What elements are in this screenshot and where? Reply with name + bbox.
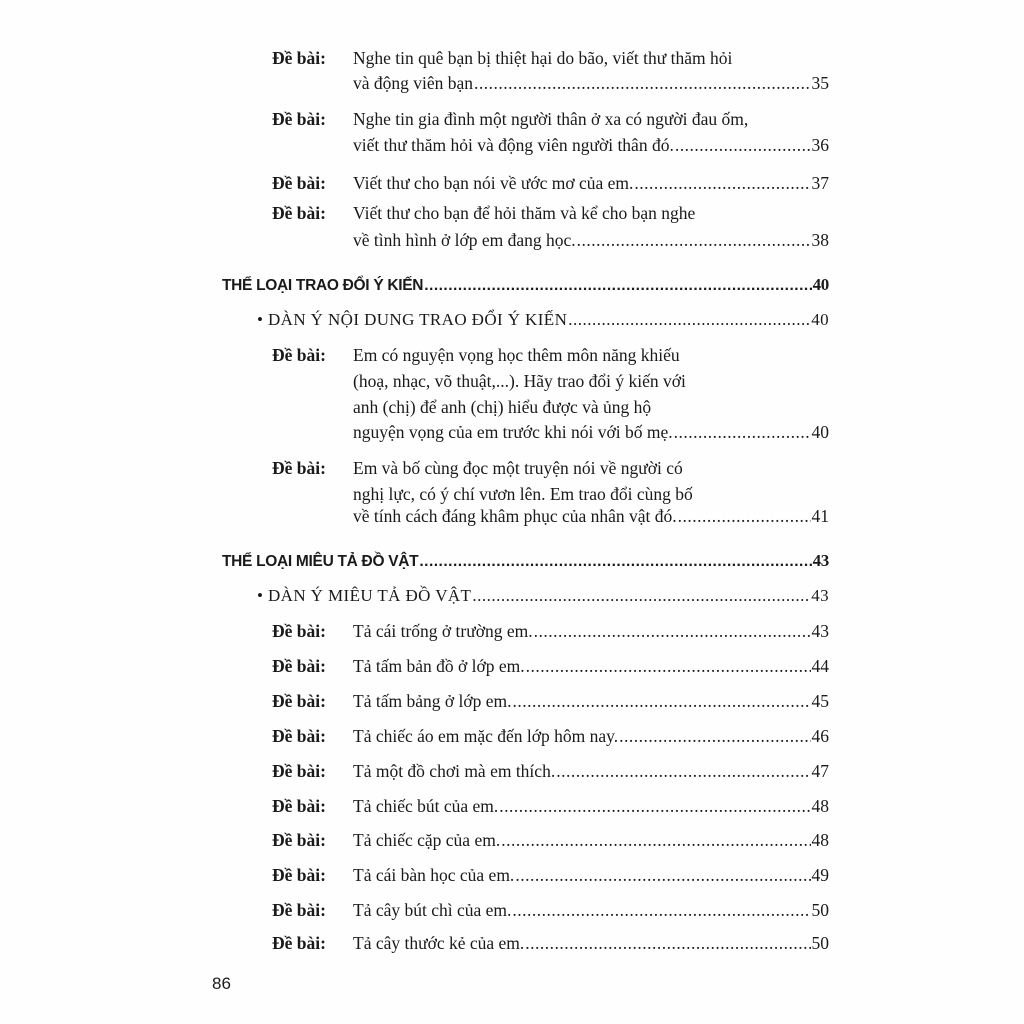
toc-line-text: nguyện vọng của em trước khi nói với bố mẹ.: [353, 422, 673, 442]
toc-line-text: anh (chị) để anh (chị) hiểu được và ủng hộ: [353, 397, 652, 417]
toc-line: [353, 71, 829, 95]
dot-leader: [556, 759, 810, 783]
toc-page-ref: 36: [811, 135, 829, 155]
dot-leader: [534, 619, 811, 643]
dot-leader: [525, 931, 810, 955]
toc-line: [353, 420, 829, 444]
toc-line: [222, 273, 829, 297]
dot-leader: [675, 133, 811, 157]
toc-page-ref: 50: [811, 900, 829, 920]
toc-line: [353, 343, 680, 367]
toc-line: [353, 828, 829, 852]
toc-line-text: nghị lực, có ý chí vươn lên. Em trao đổi cùng bố: [353, 484, 693, 504]
toc-line-text: Tả cái bàn học của em.: [353, 865, 515, 885]
de-bai-label: Đề bài:: [272, 203, 326, 223]
toc-page-ref: 47: [811, 761, 829, 781]
toc-line: [353, 931, 829, 955]
de-bai-label: Đề bài:: [272, 109, 326, 129]
toc-line-text: và động viên bạn: [353, 73, 474, 93]
dot-leader: [568, 308, 810, 332]
dot-leader: [419, 550, 811, 574]
toc-line: [353, 395, 651, 419]
dot-leader: [674, 420, 811, 444]
toc-page-ref: 43: [812, 551, 829, 570]
toc-page-ref: 50: [811, 933, 829, 953]
toc-line-text: về tính cách đáng khâm phục của nhân vật đó.: [353, 506, 677, 526]
toc-line-text: Tả chiếc áo em mặc đến lớp hôm nay.: [353, 726, 619, 746]
de-bai-label: Đề bài:: [272, 726, 326, 746]
dot-leader: [526, 654, 811, 678]
toc-page-ref: 43: [811, 586, 829, 605]
toc-page-ref: 46: [811, 726, 829, 746]
de-bai-label: Đề bài:: [272, 458, 326, 478]
toc-line-text: Nghe tin gia đình một người thân ở xa có người đau ốm,: [353, 109, 749, 129]
dot-leader: [515, 863, 810, 887]
dot-leader: [499, 794, 810, 818]
toc-line: [353, 504, 829, 528]
de-bai-label: Đề bài:: [272, 173, 326, 193]
toc-page-ref: 40: [811, 310, 829, 329]
toc-line: [353, 724, 829, 748]
de-bai-label: Đề bài:: [272, 796, 326, 816]
toc-page-ref: 43: [811, 621, 829, 641]
dot-leader: [512, 898, 810, 922]
toc-line-text: Tả chiếc cặp của em.: [353, 830, 501, 850]
toc-line: [353, 654, 829, 678]
toc-page-ref: 40: [812, 275, 829, 294]
toc-line-text: viết thư thăm hỏi và động viên người thân đó.: [353, 135, 674, 155]
toc-page-ref: 35: [811, 73, 829, 93]
de-bai-label: Đề bài:: [272, 830, 326, 850]
toc-line-text: Em có nguyện vọng học thêm môn năng khiếu: [353, 345, 680, 365]
toc-line: [257, 308, 829, 332]
toc-page-ref: 45: [811, 691, 829, 711]
toc-line-text: Nghe tin quê bạn bị thiệt hại do bão, viết thư thăm hỏi: [353, 48, 733, 68]
toc-line: [353, 863, 829, 887]
toc-page-ref: 41: [811, 506, 829, 526]
toc-line: [353, 794, 829, 818]
dot-leader: [577, 228, 811, 252]
dot-leader: [501, 828, 810, 852]
dot-leader: [424, 274, 811, 298]
toc-line-text: Tả cây bút chì của em.: [353, 900, 512, 920]
toc-line: [353, 228, 829, 252]
toc-line-text: Tả tấm bản đồ ở lớp em.: [353, 656, 525, 676]
de-bai-label: Đề bài:: [272, 621, 326, 641]
toc-line-text: Tả cái trống ở trường em.: [353, 621, 533, 641]
toc-line-text: Viết thư cho bạn nói về ước mơ của em.: [353, 173, 634, 193]
de-bai-label: Đề bài:: [272, 48, 326, 68]
toc-line: [222, 549, 829, 573]
toc-line: [353, 201, 695, 225]
toc-page-ref: 49: [811, 865, 829, 885]
toc-line: [353, 689, 829, 713]
toc-line: [353, 759, 829, 783]
de-bai-label: Đề bài:: [272, 761, 326, 781]
toc-line-text: THỂ LOẠI TRAO ĐỔI Ý KIẾN: [222, 277, 424, 294]
dot-leader: [474, 71, 810, 95]
toc-line-text: • DÀN Ý MIÊU TẢ ĐỒ VẬT: [257, 586, 472, 605]
page-number: 86: [212, 974, 231, 993]
toc-line: [353, 619, 829, 643]
toc-line: [353, 107, 748, 131]
toc-line: [353, 171, 829, 195]
toc-line-text: Tả cây thước kẻ của em.: [353, 933, 525, 953]
toc-line: [353, 369, 686, 393]
toc-line: [257, 584, 829, 608]
de-bai-label: Đề bài:: [272, 691, 326, 711]
toc-page-ref: 48: [811, 830, 829, 850]
toc-line: [353, 482, 693, 506]
de-bai-label: Đề bài:: [272, 865, 326, 885]
toc-page-ref: 37: [811, 173, 829, 193]
toc-line-text: (hoạ, nhạc, võ thuật,...). Hãy trao đổi ý kiến với: [353, 371, 686, 391]
toc-line-text: Tả chiếc bút của em.: [353, 796, 499, 816]
toc-line-text: Viết thư cho bạn để hỏi thăm và kể cho bạn nghe: [353, 203, 696, 223]
toc-line-text: Tả một đồ chơi mà em thích.: [353, 761, 556, 781]
toc-line: [353, 46, 732, 70]
dot-leader: [472, 584, 810, 608]
toc-line-text: Tả tấm bảng ở lớp em.: [353, 691, 512, 711]
toc-line: [353, 898, 829, 922]
toc-line: [353, 133, 829, 157]
dot-leader: [678, 504, 811, 528]
de-bai-label: Đề bài:: [272, 900, 326, 920]
de-bai-label: Đề bài:: [272, 656, 326, 676]
toc-page-ref: 44: [811, 656, 829, 676]
de-bai-label: Đề bài:: [272, 345, 326, 365]
dot-leader: [512, 689, 810, 713]
toc-line-text: về tình hình ở lớp em đang học.: [353, 230, 576, 250]
toc-line-text: THỂ LOẠI MIÊU TẢ ĐỒ VẬT: [222, 553, 419, 570]
toc-line-text: Em và bố cùng đọc một truyện nói về người có: [353, 458, 683, 478]
toc-line-text: • DÀN Ý NỘI DUNG TRAO ĐỔI Ý KIẾN: [257, 310, 568, 329]
toc-page-ref: 48: [811, 796, 829, 816]
toc-page-ref: 40: [811, 422, 829, 442]
de-bai-label: Đề bài:: [272, 933, 326, 953]
toc-page-ref: 38: [811, 230, 829, 250]
toc-line: [353, 456, 683, 480]
dot-leader: [634, 171, 810, 195]
dot-leader: [619, 724, 810, 748]
